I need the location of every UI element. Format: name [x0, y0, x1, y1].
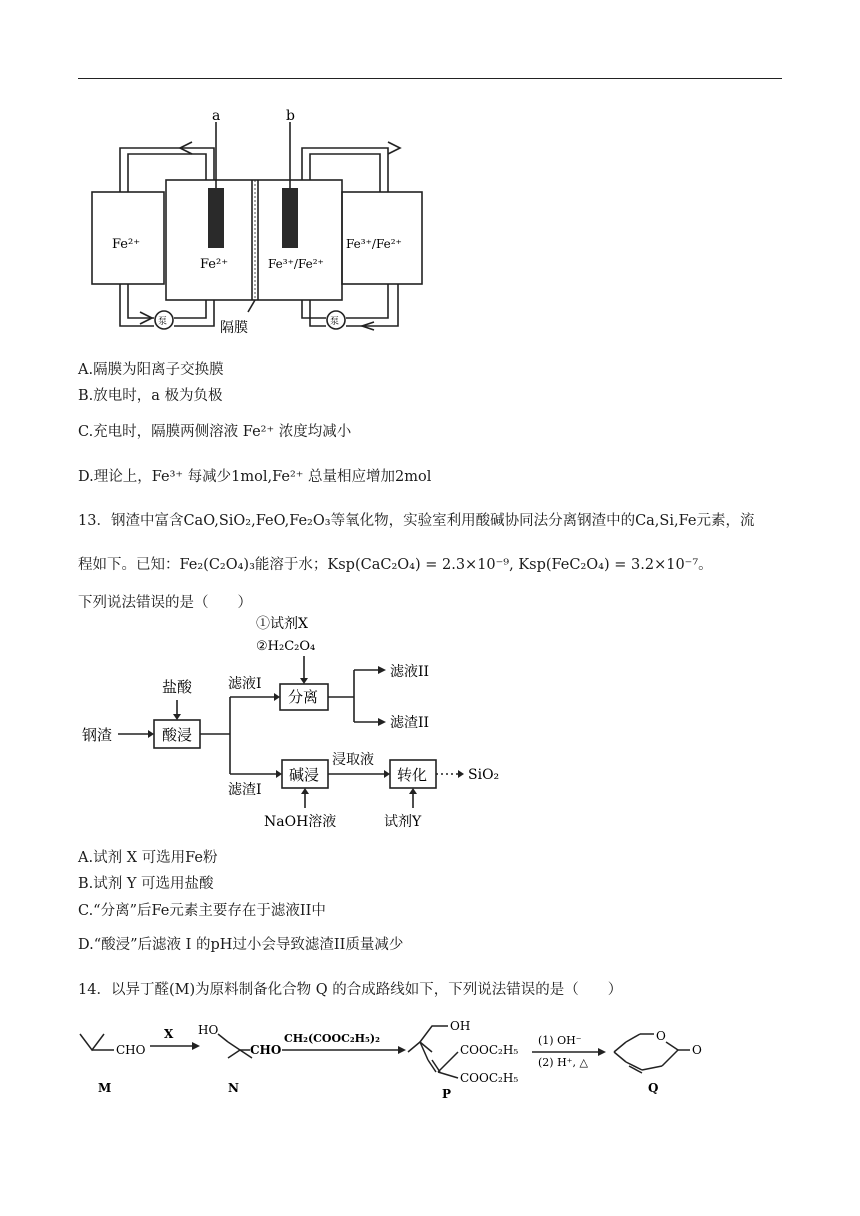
q12-option-a: A.隔膜为阳离子交换膜 — [78, 362, 224, 378]
q-ring-o: O — [656, 1029, 666, 1043]
naoh-label: NaOH溶液 — [264, 814, 337, 830]
residue1: 滤渣I — [228, 782, 262, 798]
q12-option-b: B.放电时，a 极为负极 — [78, 388, 223, 404]
convert-box: 转化 — [397, 766, 428, 784]
flow-battery-diagram — [88, 108, 428, 340]
electrode-b — [282, 188, 298, 248]
q13-option-d: D.“酸浸”后滤液 I 的pH过小会导致滤渣II质量减少 — [78, 937, 404, 953]
reagent-oxalic: ②H₂C₂O₄ — [256, 639, 316, 654]
header-rule — [78, 78, 782, 79]
p-label: P — [442, 1087, 452, 1100]
filtrate2: 滤液II — [390, 664, 430, 680]
separate-box: 分离 — [288, 688, 319, 706]
filtrate1-top: 滤液I — [228, 676, 262, 692]
q12-option-c: C.充电时，隔膜两侧溶液 Fe²⁺ 浓度均减小 — [78, 424, 352, 440]
q13-stem-line3: 下列说法错误的是（ ） — [78, 595, 252, 611]
electrode-b-label: b — [286, 108, 295, 124]
q-label: Q — [648, 1081, 659, 1095]
n-ho: HO — [198, 1023, 219, 1037]
right-tank-label: Fe³⁺/Fe²⁺ — [346, 237, 402, 251]
n-label: N — [228, 1081, 239, 1095]
membrane-label: 隔膜 — [220, 320, 248, 336]
q13-stem-line1: 13．钢渣中富含CaO,SiO₂,FeO,Fe₂O₃等氧化物，实验室利用酸碱协同法分离钢渣中的Ca,Si,Fe元素，流 — [78, 513, 755, 529]
step2-label: (2) H⁺, △ — [538, 1056, 588, 1069]
q12-option-d: D.理论上，Fe³⁺ 每减少1mol,Fe²⁺ 总量相应增加2mol — [78, 469, 432, 485]
step1-label: (1) OH⁻ — [538, 1034, 582, 1047]
p-ester2: COOC₂H₅ — [460, 1071, 519, 1085]
q-carbonyl-o: O — [692, 1043, 702, 1057]
reagent-x-label: X — [164, 1027, 174, 1041]
q13-stem-line2: 程如下。已知：Fe₂(C₂O₄)₃能溶于水；Ksp(CaC₂O₄) = 2.3×10⁻⁹, Ksp(FeC₂O₄) = 3.2×10⁻⁷。 — [78, 557, 713, 573]
left-cell-label: Fe²⁺ — [200, 257, 229, 272]
electrode-a-label: a — [212, 108, 221, 124]
m-cho: CHO — [116, 1043, 146, 1057]
right-pump-label: 泵 — [330, 317, 340, 327]
hcl-label: 盐酸 — [162, 678, 193, 696]
p-ester1: COOC₂H₅ — [460, 1043, 519, 1057]
q13-option-c: C.“分离”后Fe元素主要存在于滤液II中 — [78, 903, 326, 919]
m-label: M — [98, 1081, 112, 1095]
leachate: 浸取液 — [332, 752, 374, 768]
reagent-x: ①试剂X — [256, 616, 308, 632]
right-cell-label: Fe³⁺/Fe²⁺ — [268, 257, 324, 271]
malonate-reagent: CH₂(COOC₂H₅)₂ — [284, 1032, 380, 1045]
reagent-y: 试剂Y — [384, 814, 422, 830]
q14-stem: 14．以异丁醛(M)为原料制备化合物 Q 的合成路线如下，下列说法错误的是（ ） — [78, 982, 623, 998]
residue2: 滤渣II — [390, 715, 430, 731]
sio2-product: SiO₂ — [468, 767, 500, 783]
p-oh: OH — [450, 1019, 471, 1033]
electrode-a — [208, 188, 224, 248]
left-tank-label: Fe²⁺ — [112, 237, 141, 252]
alkali-leach-box: 碱浸 — [289, 766, 320, 784]
synthesis-route-scheme — [78, 1012, 738, 1100]
left-pump-label: 泵 — [158, 317, 168, 327]
acid-leach-box: 酸浸 — [162, 726, 193, 744]
slag-label: 钢渣 — [82, 726, 113, 744]
separation-flowchart — [78, 612, 538, 840]
q13-option-a: A.试剂 X 可选用Fe粉 — [78, 850, 218, 866]
q13-option-b: B.试剂 Y 可选用盐酸 — [78, 876, 214, 892]
n-cho: CHO — [250, 1043, 282, 1057]
